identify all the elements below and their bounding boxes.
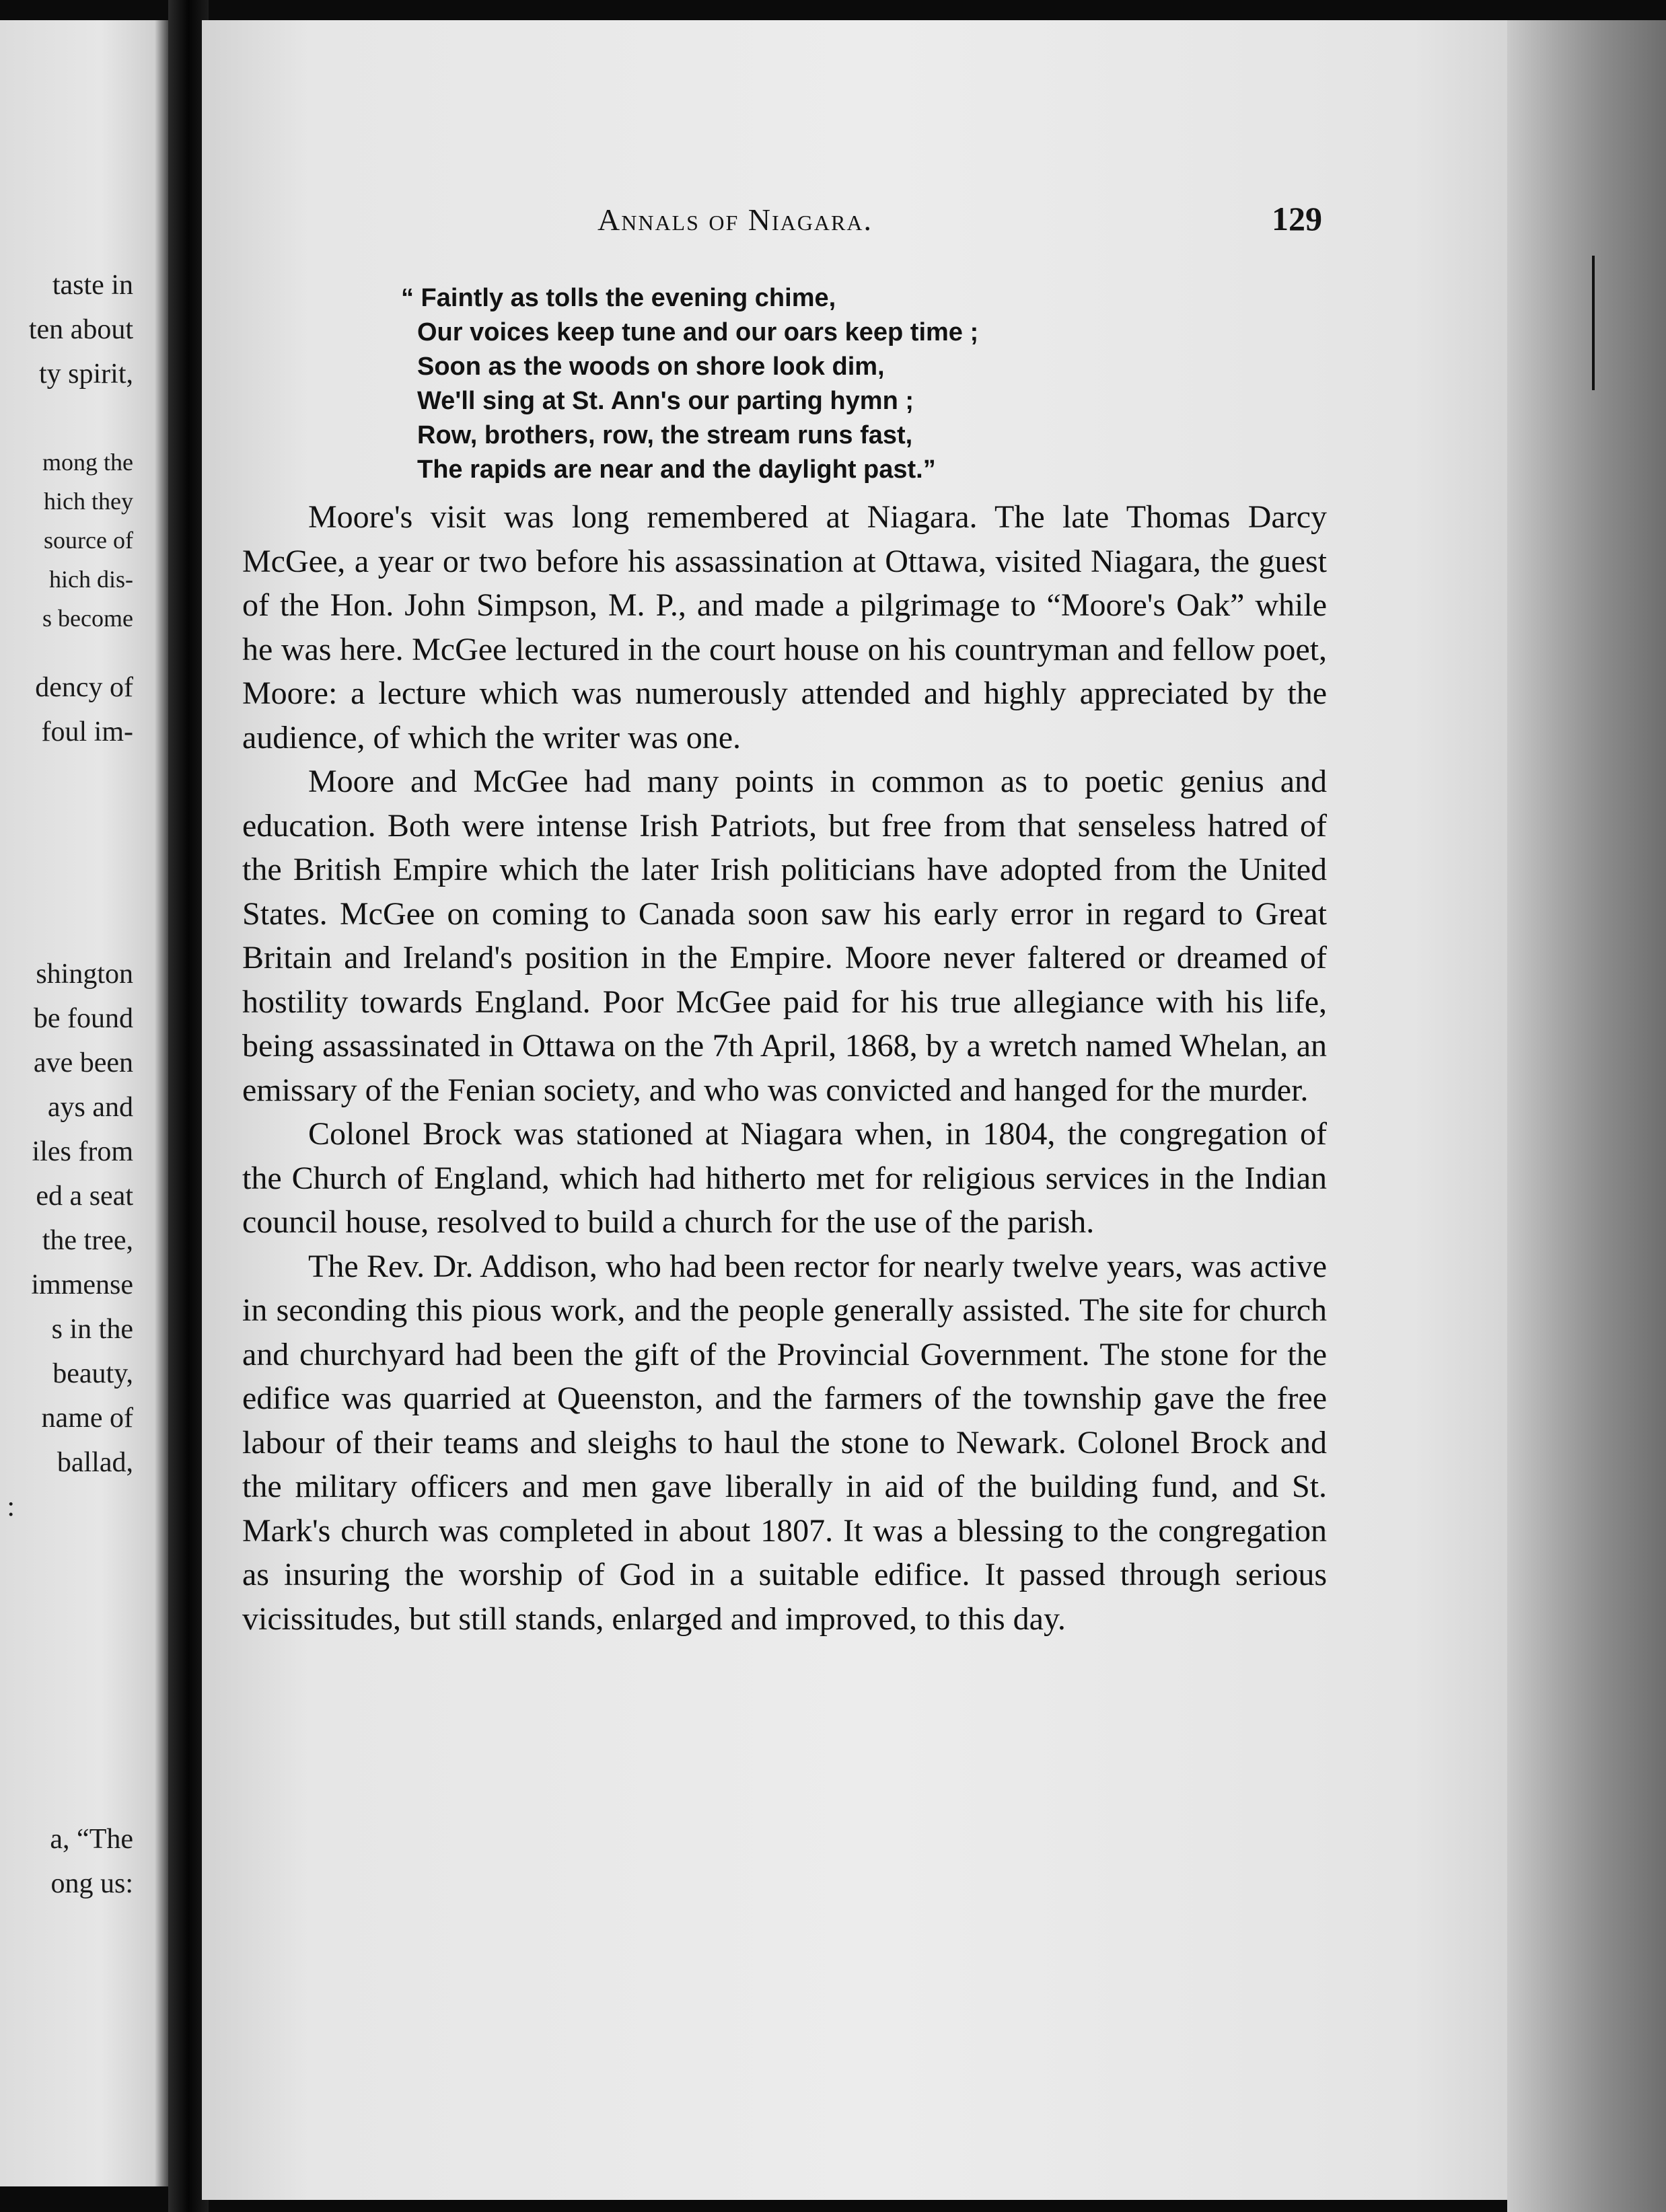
left-page-fragment: foul im- bbox=[41, 716, 133, 747]
verse-line: Soon as the woods on shore look dim, bbox=[417, 353, 885, 381]
left-page-fragment: ballad, bbox=[57, 1447, 133, 1478]
paragraph: Colonel Brock was stationed at Niagara when, in 1804, the congregation of the Church of England, which had hitherto met for religious services in the Indian council house, resolved to build a church for the use of the parish. bbox=[242, 1116, 1327, 1240]
left-page-fragment: s become bbox=[42, 605, 133, 632]
left-page-fragment: ed a seat bbox=[36, 1181, 133, 1212]
paragraph: Moore and McGee had many points in common as to poetic genius and education. Both were intense Irish Patriots, but free from that senseless hatred of the British Empire which the later Irish politicians have adopted from the United States. McGee on coming to Canada soon saw his early error in regard to Great Britain and Ireland's position in the Empire. Moore never faltered or dreamed of hostility towards England. Poor McGee paid for his true allegiance with his life, being assassinated in Ottawa on the 7th April, 1868, by a wretch named Whelan, an emissary of the Fenian society, and who was convicted and hanged for the murder. bbox=[242, 764, 1327, 1108]
left-page-fragment: the tree, bbox=[42, 1225, 133, 1256]
left-page-fragment: hich dis- bbox=[49, 566, 133, 593]
left-page-fragment: ten about bbox=[28, 314, 133, 345]
left-page-fragment: beauty, bbox=[52, 1358, 133, 1389]
left-page-fragment: : bbox=[7, 1491, 15, 1522]
left-page-fragment: name of bbox=[41, 1403, 133, 1434]
verse-line: Row, brothers, row, the stream runs fast, bbox=[417, 421, 913, 449]
page-edge bbox=[1507, 20, 1666, 2212]
left-page-fragment: ays and bbox=[47, 1092, 133, 1123]
left-page-fragment: ong us: bbox=[50, 1868, 133, 1899]
verse-line: “ Faintly as tolls the evening chime, bbox=[401, 284, 836, 312]
edge-mark bbox=[1592, 256, 1595, 390]
left-page-fragment: immense bbox=[31, 1269, 133, 1300]
running-title: Annals of Niagara. bbox=[597, 202, 873, 237]
left-page-fragment: s in the bbox=[51, 1314, 133, 1345]
paragraph: The Rev. Dr. Addison, who had been rector for nearly twelve years, was active in seconding this pious work, and the people generally assisted. The site for church and churchyard had been the gift of the Provincial Government. The stone for the edifice was quarried at Queenston, and the farmers of the township gave the free labour of their teams and sleighs to haul the stone to Newark. Colonel Brock and the military officers and men gave liberally in aid of the building fund, and St. Mark's church was completed in about 1807. It was a blessing to the congregation as insuring the worship of God in a suitable edifice. It passed through serious vicissitudes, but still stands, enlarged and improved, to this day. bbox=[242, 1248, 1327, 1637]
left-page-fragment: ty spirit, bbox=[38, 359, 133, 390]
left-page-fragment: source of bbox=[44, 527, 133, 554]
verse-quotation bbox=[401, 281, 979, 487]
left-page-fragment: be found bbox=[33, 1003, 133, 1034]
verse-line: The rapids are near and the daylight past.” bbox=[417, 455, 936, 484]
left-page-fragment: dency of bbox=[35, 672, 133, 703]
verse-line: We'll sing at St. Ann's our parting hymn ; bbox=[417, 387, 914, 415]
left-page-fragment: iles from bbox=[32, 1136, 133, 1167]
body-text bbox=[242, 495, 1327, 1641]
left-page-fragment: hich they bbox=[44, 488, 133, 515]
left-page-fragment: shington bbox=[36, 959, 133, 990]
page-number: 129 bbox=[1272, 200, 1322, 237]
verse-line: Our voices keep tune and our oars keep time ; bbox=[417, 318, 979, 346]
left-page-fragment: ave been bbox=[33, 1047, 133, 1078]
paragraph: Moore's visit was long remembered at Niagara. The late Thomas Darcy McGee, a year or two before his assassination at Ottawa, visited Niagara, the guest of the Hon. John Simpson, M. P., and made a pilgrimage to “Moore's Oak” while he was here. McGee lectured in the court house on his countryman and fellow poet, Moore: a lecture which was numerously attended and highly appreciated by the audience, of which the writer was one. bbox=[242, 499, 1327, 755]
left-page-fragment: taste in bbox=[52, 270, 133, 301]
left-facing-page bbox=[0, 20, 168, 2186]
left-page-fragment: mong the bbox=[42, 449, 133, 476]
left-page-fragment: a, “The bbox=[50, 1824, 133, 1855]
